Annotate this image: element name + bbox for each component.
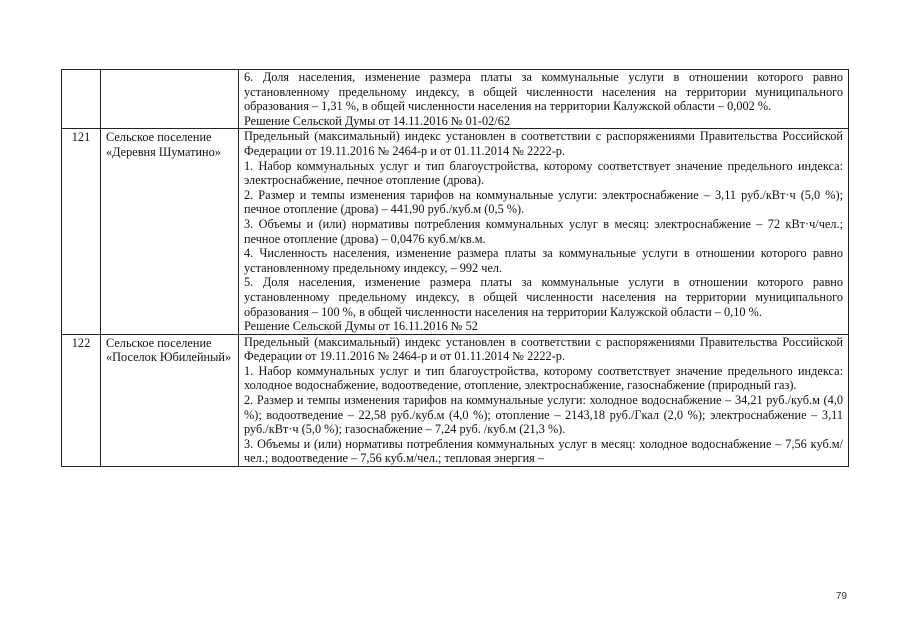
settlement-name	[101, 70, 239, 129]
text-paragraph: Предельный (максимальный) индекс установлен в соответствии с распоряжениями Правительства Российской Федерации от 19.11.2016 № 2464-р и от 01.11.2014 № 2222-р.	[244, 129, 843, 158]
row-text	[239, 70, 849, 129]
text-paragraph: Предельный (максимальный) индекс установлен в соответствии с распоряжениями Правительства Российской Федерации от 19.11.2016 № 2464-р и от 01.11.2014 № 2222-р.	[244, 334, 843, 364]
text-paragraph: 2. Размер и темпы изменения тарифов на коммунальные услуги: электроснабжение – 3,11 руб./кВт·ч (5,0 %); печное отопление (дрова) – 441,90 руб./куб.м (0,5 %).	[244, 187, 843, 217]
text-paragraph: 1. Набор коммунальных услуг и тип благоустройства, которому соответствует значение предельного индекса: холодное водоснабжение, водоотведение, отопление, электроснабжение, газоснабжение (природный газ).	[244, 363, 843, 393]
text-paragraph: 4. Численность населения, изменение размера платы за коммунальные услуги в отношении которого равно установленному предельному индексу, – 992 чел.	[244, 246, 843, 275]
settlement-name	[101, 334, 239, 466]
text-paragraph: 1. Набор коммунальных услуг и тип благоустройства, которому соответствует значение предельного индекса: электроснабжение, печное отопление (дрова).	[244, 158, 843, 188]
settlement-name-line: Сельское поселение	[106, 335, 212, 350]
page-number: 79	[835, 591, 847, 602]
decision-reference: Решение Сельской Думы от 14.11.2016 № 01-02/62	[244, 113, 511, 128]
text-paragraph: 5. Доля населения, изменение размера платы за коммунальные услуги в отношении которого равно установленному предельному индексу, в общей численности населения на территории муниципального образования – 100 %, в общей численности населения на территории Калужской области – 0,10 %.	[244, 275, 843, 319]
text-paragraph: 3. Объемы и (или) нормативы потребления коммунальных услуг в месяц: холодное водоснабжение – 7,56 куб.м/чел.; водоотведение – 7,56 куб.м/чел.; тепловая энергия –	[244, 436, 843, 466]
text-paragraph: 6. Доля населения, изменение размера платы за коммунальные услуги в отношении которого равно установленному предельному индексу, в общей численности населения на территории муниципального образования – 1,31 %, в общей численности населения на территории Калужской области – 0,002 %.	[244, 70, 843, 114]
row-number	[62, 70, 101, 129]
text-paragraph: 2. Размер и темпы изменения тарифов на коммунальные услуги: холодное водоснабжение – 34,21 руб./куб.м (4,0 %); водоотведение – 22,58 руб./куб.м (4,0 %); отопление – 2143,18 руб./Гкал (2,0 %); электроснабжение – 3,11 руб./кВт·ч (5,0 %); газоснабжение – 7,24 руб. /куб.м (21,3 %).	[244, 393, 843, 437]
row-text	[239, 129, 849, 334]
settlement-name	[101, 129, 239, 334]
table-row	[62, 70, 849, 129]
settlement-name-line: «Деревня Шуматино»	[106, 144, 221, 159]
row-text	[239, 334, 849, 466]
text-paragraph: 3. Объемы и (или) нормативы потребления коммунальных услуг в месяц: электроснабжение – 72 кВт·ч/чел.; печное отопление (дрова) – 0,0476 куб.м/кв.м.	[244, 216, 843, 246]
decision-reference: Решение Сельской Думы от 16.11.2016 № 52	[244, 319, 478, 334]
row-number: 121	[62, 129, 101, 334]
table-row	[62, 129, 849, 334]
settlement-name-line: Сельское поселение	[106, 130, 212, 145]
row-number: 122	[62, 334, 101, 466]
document-table	[61, 69, 849, 467]
settlement-name-line: «Поселок Юбилейный»	[106, 350, 232, 365]
table-row	[62, 334, 849, 466]
